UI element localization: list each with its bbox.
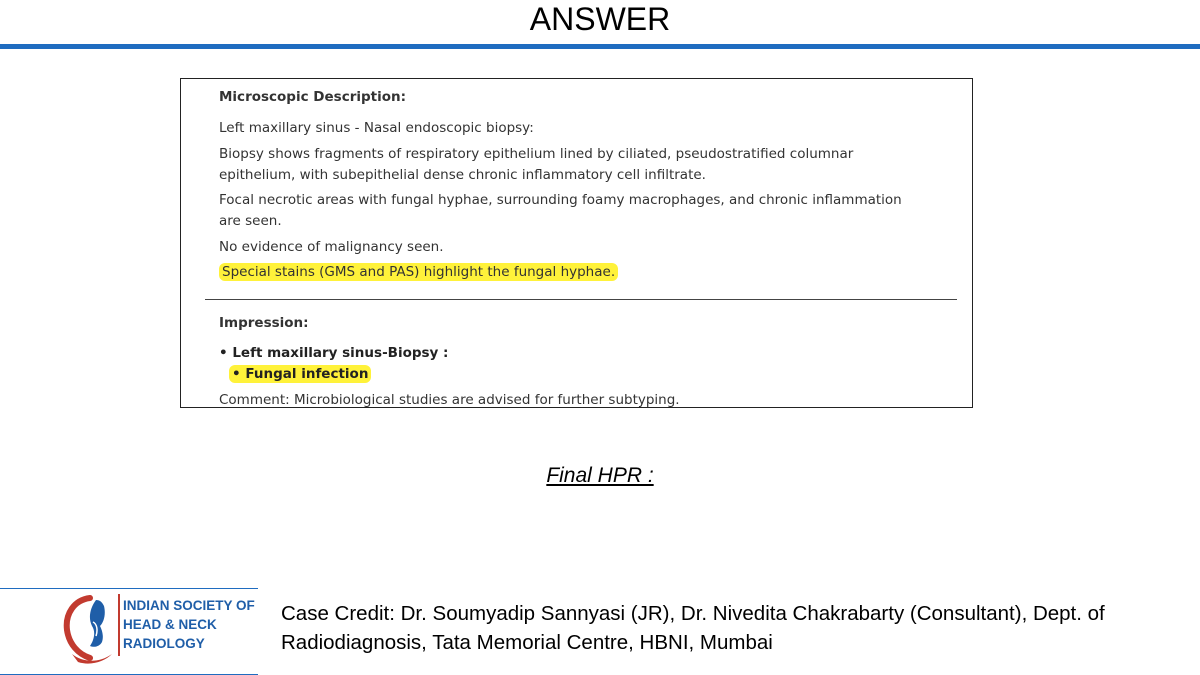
special-stains-line	[219, 262, 919, 283]
slide-title: ANSWER	[529, 1, 671, 37]
diagnosis-line	[229, 366, 371, 382]
society-name	[123, 596, 255, 653]
head-neck-logo-icon	[60, 592, 116, 666]
impression-heading: Impression:	[219, 315, 309, 331]
impression-site: • Left maxillary sinus-Biopsy :	[219, 345, 449, 361]
report-comment: Comment: Microbiological studies are advised for further subtyping.	[219, 392, 680, 408]
society-name-line2: HEAD & NECK	[123, 617, 217, 632]
finding-malignancy: No evidence of malignancy seen.	[219, 239, 444, 255]
pathology-report-image	[180, 78, 973, 408]
special-stains-highlight: Special stains (GMS and PAS) highlight the fungal hyphae.	[219, 263, 618, 281]
report-divider	[205, 299, 957, 300]
finding-epithelium: Biopsy shows fragments of respiratory epithelium lined by ciliated, pseudostratified columnar epithelium, with subepithelial dense chronic inflammatory cell infiltrate.	[219, 146, 854, 183]
title-divider	[0, 44, 1200, 49]
specimen-site: Left maxillary sinus - Nasal endoscopic biopsy:	[219, 120, 534, 136]
microscopic-heading: Microscopic Description:	[219, 89, 407, 105]
case-credit: Case Credit: Dr. Soumyadip Sannyasi (JR), Dr. Nivedita Chakrabarty (Consultant), Dept. of Radiodiagnosis, Tata Memorial Centre, HBNI, Mumbai	[281, 602, 1105, 654]
logo-separator	[118, 594, 120, 656]
society-name-line1: INDIAN SOCIETY OF	[123, 598, 255, 613]
society-name-line3: RADIOLOGY	[123, 636, 205, 651]
diagnosis-highlight: • Fungal infection	[229, 365, 371, 383]
final-hpr-label: Final HPR :	[546, 464, 654, 487]
finding-necrosis: Focal necrotic areas with fungal hyphae, surrounding foamy macrophages, and chronic inflammation are seen.	[219, 192, 902, 229]
